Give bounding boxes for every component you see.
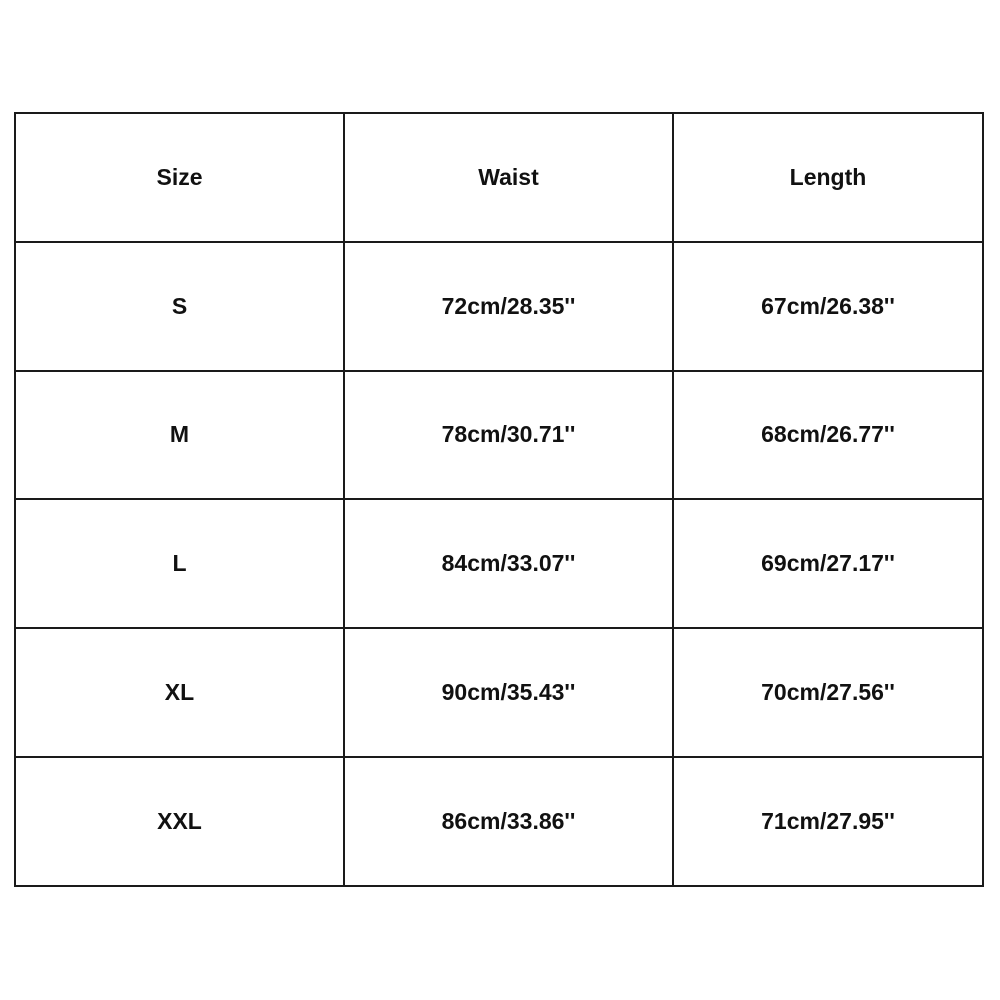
cell-size: XL bbox=[15, 628, 344, 757]
cell-length: 68cm/26.77'' bbox=[673, 371, 983, 500]
cell-waist: 86cm/33.86'' bbox=[344, 757, 673, 886]
cell-size: XXL bbox=[15, 757, 344, 886]
size-chart-table bbox=[14, 112, 984, 887]
cell-waist: 72cm/28.35'' bbox=[344, 242, 673, 371]
header-size: Size bbox=[15, 113, 344, 242]
table-row bbox=[15, 499, 983, 628]
cell-length: 70cm/27.56'' bbox=[673, 628, 983, 757]
table-row bbox=[15, 628, 983, 757]
cell-waist: 84cm/33.07'' bbox=[344, 499, 673, 628]
cell-size: L bbox=[15, 499, 344, 628]
header-waist: Waist bbox=[344, 113, 673, 242]
cell-length: 71cm/27.95'' bbox=[673, 757, 983, 886]
cell-length: 67cm/26.38'' bbox=[673, 242, 983, 371]
header-row bbox=[15, 113, 983, 242]
header-length: Length bbox=[673, 113, 983, 242]
cell-length: 69cm/27.17'' bbox=[673, 499, 983, 628]
table-row bbox=[15, 371, 983, 500]
cell-size: M bbox=[15, 371, 344, 500]
cell-size: S bbox=[15, 242, 344, 371]
cell-waist: 90cm/35.43'' bbox=[344, 628, 673, 757]
table-row bbox=[15, 757, 983, 886]
cell-waist: 78cm/30.71'' bbox=[344, 371, 673, 500]
table-row bbox=[15, 242, 983, 371]
